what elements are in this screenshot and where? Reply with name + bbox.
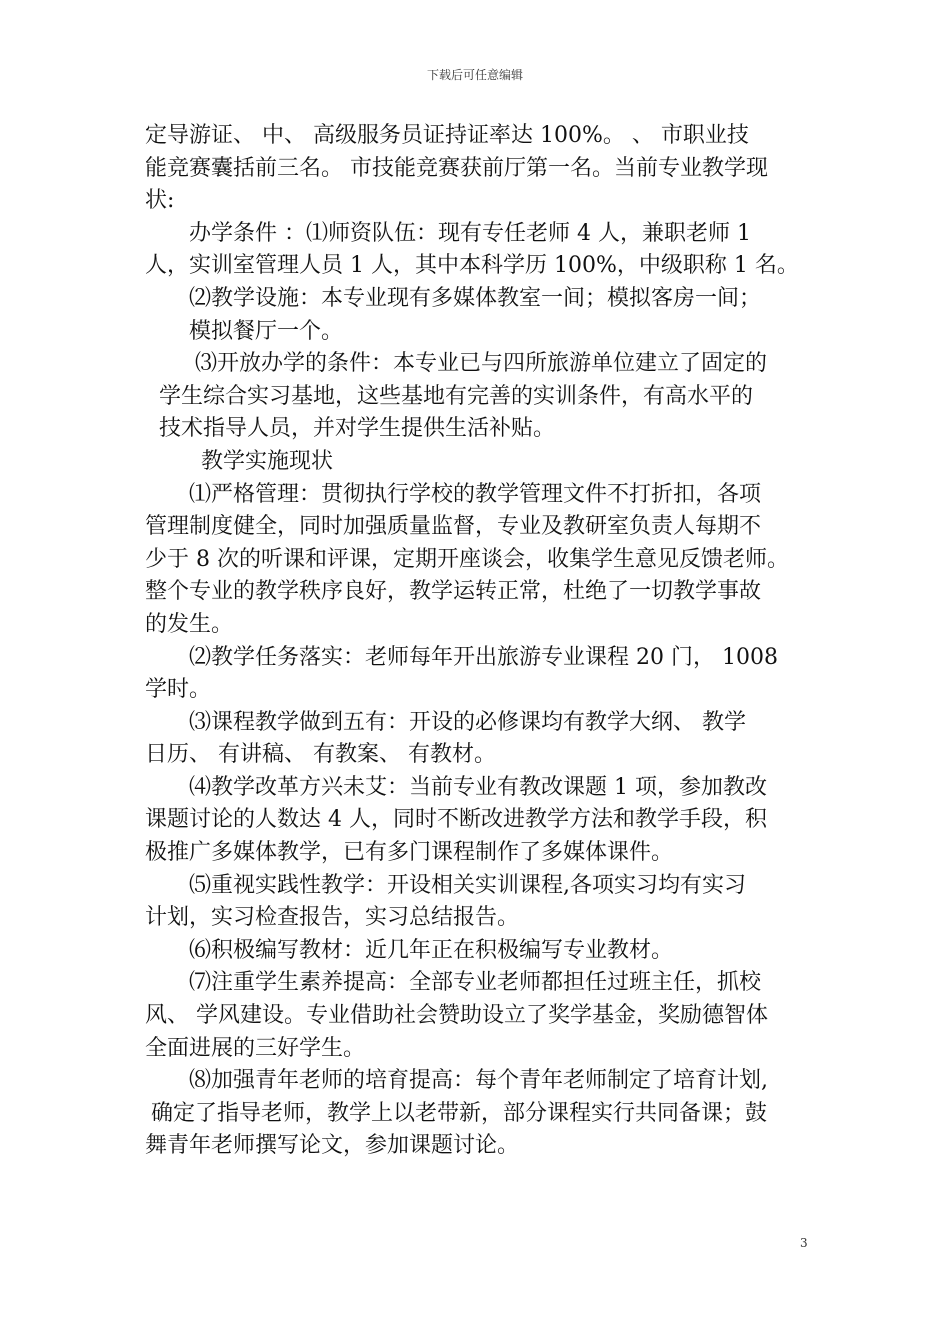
text-line: 人，实训室管理人员 1 人，其中本科学历 100%，中级职称 1 名。	[145, 253, 799, 279]
text-line: ⑵教学设施：本专业现有多媒体教室一间；模拟客房一间；	[189, 285, 762, 311]
text-line: 极推广多媒体教学，已有多门课程制作了多媒体课件。	[145, 840, 674, 866]
text-line: 定导游证、 中、 高级服务员证持证率达 100%。 、 市职业技	[145, 123, 749, 148]
text-line: 的发生。	[145, 611, 234, 637]
document-body	[145, 120, 810, 1163]
text-line: 学生综合实习基地，这些基地有完善的实训条件，有高水平的	[159, 383, 754, 409]
text-line: ⑺注重学生素养提高：全部专业老师都担任过班主任，抓校	[189, 970, 762, 996]
text-line: ⑻加强青年老师的培育提高：每个青年老师制定了培育计划,	[189, 1068, 768, 1094]
text-line: ⑶课程教学做到五有：开设的必修课均有教学大纲、 教学	[189, 709, 746, 735]
text-line: ⑸重视实践性教学：开设相关实训课程,各项实习均有实习	[189, 872, 746, 898]
text-line: 日历、 有讲稿、 有教案、 有教材。	[145, 742, 496, 768]
text-line: ⑴严格管理：贯彻执行学校的教学管理文件不打折扣，各项	[189, 481, 762, 507]
text-line: ⑶开放办学的条件：本专业已与四所旅游单位建立了固定的	[195, 351, 768, 377]
text-line: 技术指导人员，并对学生提供生活补贴。	[159, 416, 556, 442]
text-line: 风、 学风建设。专业借助社会赞助设立了奖学基金，奖励德智体	[145, 1003, 768, 1029]
page-number: 3	[800, 1236, 808, 1250]
text-line: 舞青年老师撰写论文，参加课题讨论。	[145, 1133, 520, 1159]
text-line: 课题讨论的人数达 4 人，同时不断改进教学方法和教学手段，积	[145, 807, 767, 833]
page-header: 下载后可任意编辑	[426, 68, 523, 82]
text-line: 确定了指导老师，教学上以老带新，部分课程实行共同备课；鼓	[151, 1100, 768, 1126]
section-heading: 教学实施现状	[201, 448, 334, 474]
text-line: 办学条件 ：⑴师资队伍：现有专任老师 4 人，兼职老师 1	[189, 220, 751, 246]
text-line: 能竞赛囊括前三名。 市技能竞赛获前厅第一名。当前专业教学现	[145, 155, 768, 181]
text-line: 状:	[145, 188, 175, 214]
text-line: 学时。	[145, 677, 212, 703]
text-line: ⑷教学改革方兴未艾：当前专业有教改课题 1 项，参加教改	[189, 774, 767, 800]
text-line: 计划，实习检查报告，实习总结报告。	[145, 905, 520, 931]
text-line: 整个专业的教学秩序良好，教学运转正常，杜绝了一切教学事故	[145, 579, 762, 605]
text-line: ⑹积极编写教材：近几年正在积极编写专业教材。	[189, 937, 674, 963]
text-line: 全面进展的三好学生。	[145, 1035, 366, 1061]
text-line: 管理制度健全，同时加强质量监督，专业及教研室负责人每期不	[145, 514, 762, 540]
text-line: 少于 8 次的听课和评课，定期开座谈会，收集学生意见反馈老师。	[145, 546, 789, 572]
text-line: 模拟餐厅一个。	[189, 318, 344, 344]
text-line: ⑵教学任务落实：老师每年开出旅游专业课程 20 门， 1008	[189, 644, 778, 670]
